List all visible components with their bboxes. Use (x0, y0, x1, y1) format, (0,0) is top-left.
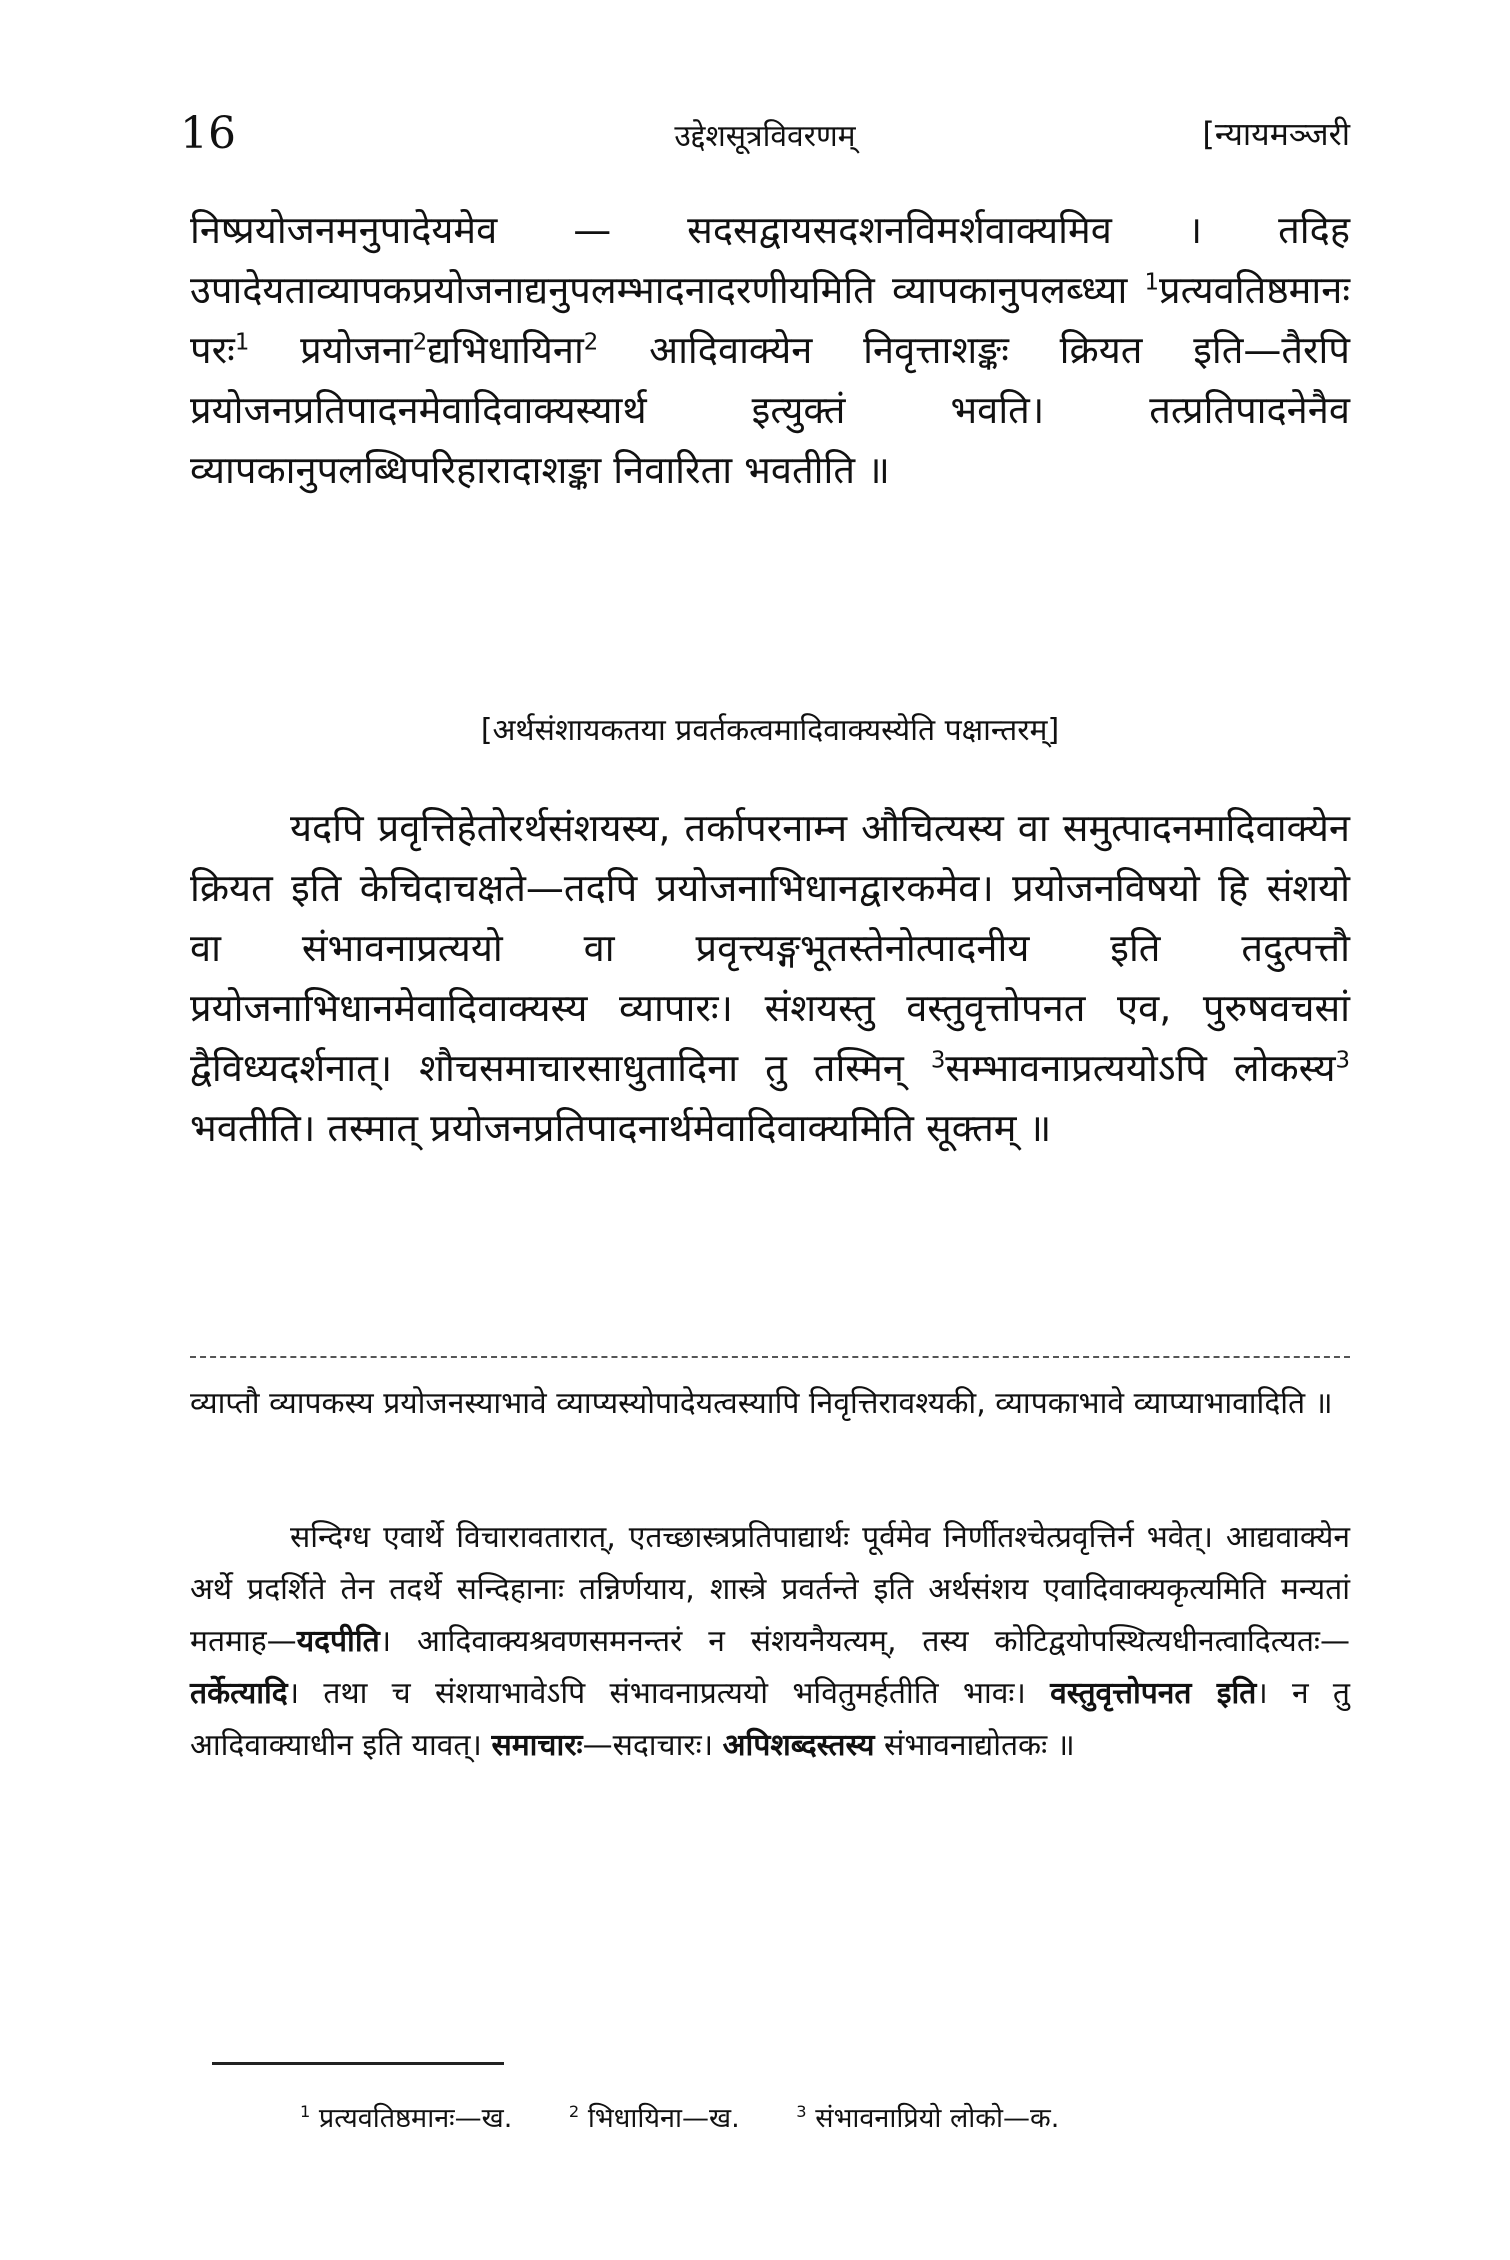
page-number: 16 (180, 108, 236, 159)
footnote-ref: 3 (1335, 1047, 1351, 1074)
intro-text: द्यभिधायिना (427, 328, 584, 372)
intro-text: प्रत्यवतिष्ठमानः परः (190, 268, 1350, 372)
commentary-text: —सदाचारः। (582, 1728, 723, 1763)
footnote-ref: 2 (412, 329, 428, 356)
footnote-number: 2 (568, 2102, 580, 2121)
footnote-text: संभावनाप्रियो लोको—क. (815, 2103, 1060, 2134)
intro-paragraph (190, 200, 1350, 500)
commentary-text: सन्दिग्ध एवार्थे विचारावतारात्, एतच्छास्त्रप्रतिपाद्यार्थः पूर्वमेव निर्णीतश्चेत्प्रवृत्तिर्न भवेत्। आद्यवाक्येन अर्थे प्रदर्शिते तेन तदर्थे सन्दिहानाः तन्निर्णयाय, शास्त्रे प्रवर्तन्ते इति अर्थसंशय एवादिवाक्यकृत्यमिति मन्यतां मतमाह— (190, 1520, 1350, 1659)
footnote (569, 2103, 740, 2134)
commentary-lemma: वस्तुवृत्तोपनत इति (1050, 1676, 1257, 1711)
commentary-lemma: अपिशब्दस्तस्य (722, 1728, 875, 1763)
commentary-text: । आदिवाक्यश्रवणसमनन्तरं न संशयनैयत्यम्, तस्य कोटिद्वयोपस्थित्यधीनत्वादित्यतः— (379, 1624, 1350, 1659)
intro-text: आदिवाक्येन निवृत्ताशङ्कः क्रियत इति—तैरपि प्रयोजनप्रतिपादनमेवादिवाक्यस्यार्थ इत्युक्तं भवति। तत्प्रतिपादनेनैव व्यापकानुपलब्धिपरिहारादाशङ्का निवारिता भवतीति ॥ (190, 328, 1350, 492)
commentary-text: । न तु आदिवाक्याधीन इति यावत्। (190, 1676, 1350, 1763)
footnote-ref: 3 (930, 1047, 946, 1074)
main-paragraph (190, 798, 1350, 1158)
footnote-number: 3 (796, 2102, 807, 2121)
footnote-text: भिधायिना—ख. (587, 2103, 740, 2134)
intro-text: प्रयोजना (249, 328, 413, 372)
main-text: यदपि प्रवृत्तिहेतोरर्थसंशयस्य, तर्कापरनाम्न औचित्यस्य वा समुत्पादनमादिवाक्येन क्रियत इति केचिदाचक्षते—तदपि प्रयोजनाभिधानद्वारकमेव। प्रयोजनविषयो हि संशयो वा संभावनाप्रत्ययो वा प्रवृत्त्यङ्गभूतस्तेनोत्पादनीय इति तदुत्पत्तौ प्रयोजनाभिधानमेवादिवाक्यस्य व्यापारः। संशयस्तु वस्तुवृत्तोपनत एव, पुरुषवचसां द्वैविध्यदर्शनात्। शौचसमाचारसाधुतादिना तु तस्मिन् (190, 806, 1350, 1090)
commentary-lemma: तर्केत्यादि (190, 1676, 288, 1711)
commentary-paragraph-2 (190, 1512, 1350, 1772)
footnotes (300, 2098, 1350, 2135)
footnote-ref: 1 (234, 329, 250, 356)
footnote-ref: 2 (583, 329, 599, 356)
section-heading: [अर्थसंशायकतया प्रवर्तकत्वमादिवाक्यस्येति पक्षान्तरम्] (480, 713, 1060, 748)
commentary-text: । तथा च संशयाभावेऽपि संभावनाप्रत्ययो भवितुमर्हतीति भावः। (287, 1676, 1051, 1711)
commentary-divider (190, 1356, 1350, 1358)
commentary-text: व्याप्तौ व्यापकस्य प्रयोजनस्याभावे व्याप्यस्योपादेयत्वस्यापि निवृत्तिरावश्यकी, व्यापकाभावे व्याप्याभावादिति ॥ (190, 1386, 1333, 1421)
commentary-text: संभावनाद्योतकः ॥ (874, 1728, 1075, 1763)
commentary-lemma: यदपीति (296, 1624, 380, 1659)
footnote-ref: 1 (1144, 269, 1159, 296)
commentary-paragraph-1 (190, 1378, 1350, 1430)
footnote-text: प्रत्यवतिष्ठमानः—ख. (318, 2103, 513, 2134)
intro-text: निष्प्रयोजनमनुपादेयमेव — सदसद्वायसदशनविमर्शवाक्यमिव । तदिह उपादेयताव्यापकप्रयोजनाद्यनुपलम्भादनादरणीयमिति व्यापकानुपलब्ध्या (190, 208, 1350, 312)
footnote-number: 1 (300, 2102, 311, 2121)
commentary-lemma: समाचारः (491, 1728, 583, 1763)
running-title: उद्देशसूत्रविवरणम् (674, 119, 856, 154)
book-title: [न्यायमञ्जरी (1202, 115, 1350, 153)
main-text: भवतीति। तस्मात् प्रयोजनप्रतिपादनार्थमेवादिवाक्यमिति सूक्तम् ॥ (190, 1106, 1052, 1150)
main-text: सम्भावनाप्रत्ययोऽपि लोकस्य (945, 1046, 1336, 1090)
footnote (796, 2103, 1059, 2134)
footnote-rule (212, 2062, 504, 2065)
footnote (300, 2103, 512, 2134)
page-header (180, 108, 1350, 168)
